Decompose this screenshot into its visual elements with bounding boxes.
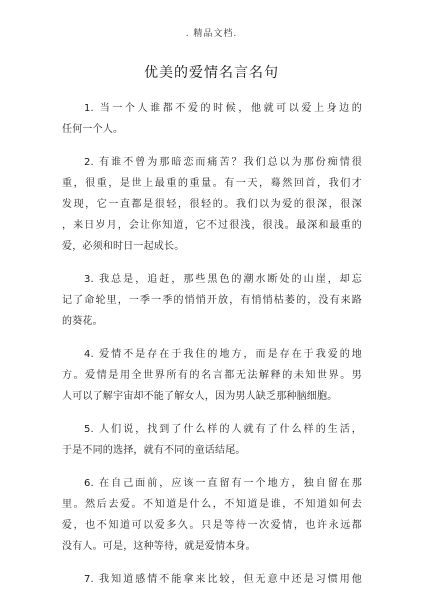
document-body	[62, 98, 362, 602]
paragraph-line: ，来日岁月，会让你知道，它不过很浅，很浅。最深和最重的	[62, 220, 362, 231]
paragraph-line: 记了命轮里，一季一季的悄悄开放，有悄悄枯萎的，没有来路	[62, 295, 362, 306]
paragraph-line: 里。然后去爱。不知道是什么，不知道是谁，不知道如何去	[62, 499, 362, 510]
paragraph-line: 4. 爱情不是存在于我住的地方，而是存在于我爱的地	[84, 349, 362, 360]
paragraph-line: 的葵花。	[62, 316, 103, 327]
paragraph-line: 于是不同的选择，就有不同的童话结尾。	[62, 445, 246, 456]
paragraph-5	[62, 419, 362, 461]
paragraph-line: 5. 人们说，找到了什么样的人就有了什么样的生活，	[84, 424, 362, 435]
paragraph-line: 方。爱情是用全世界所有的名言都无法解释的未知世界。男	[62, 370, 362, 381]
paragraph-line: 发现，它一直都是很轻，很轻的。我们以为爱的很深，很深	[62, 199, 362, 210]
paragraph-line: 爱，也不知道可以爱多久。只是等待一次爱情，也许永远都	[62, 520, 362, 531]
paragraph-line: 任何一个人。	[62, 124, 124, 135]
paragraph-line: 7. 我知道感情不能拿来比较，但无意中还是习惯用他	[84, 574, 362, 585]
paragraph-4	[62, 344, 362, 407]
document-title: 优美的爱情名言名句	[144, 65, 279, 81]
paragraph-line: 3. 我总是，追赶，那些黑色的潮水断处的山崖，却忘	[84, 274, 362, 285]
paragraph-line: 爱，必须和时日一起成长。	[62, 241, 185, 252]
paragraph-line: 2. 有谁不曾为那暗恋而痛苦？我们总以为那份痴情很	[84, 157, 362, 168]
paragraph-line: 1. 当一个人谁都不爱的时候，他就可以爱上身边的	[84, 103, 362, 114]
paragraph-line: 6. 在自己面前，应该一直留有一个地方，独自留在那	[84, 478, 362, 489]
paragraph-3	[62, 269, 362, 332]
page-header: . 精品文档.	[185, 29, 238, 39]
paragraph-2	[62, 152, 362, 257]
paragraph-6	[62, 473, 362, 557]
paragraph-line: 人可以了解宇宙却不能了解女人，因为男人缺乏那种脑细胞。	[62, 391, 338, 402]
paragraph-1	[62, 98, 362, 140]
paragraph-line: 重，很重，是世上最重的重量。有一天，蓦然回首，我们才	[62, 178, 362, 189]
paragraph-7	[62, 569, 362, 590]
paragraph-line: 没有人。可是，这种等待，就是爱情本身。	[62, 541, 256, 552]
